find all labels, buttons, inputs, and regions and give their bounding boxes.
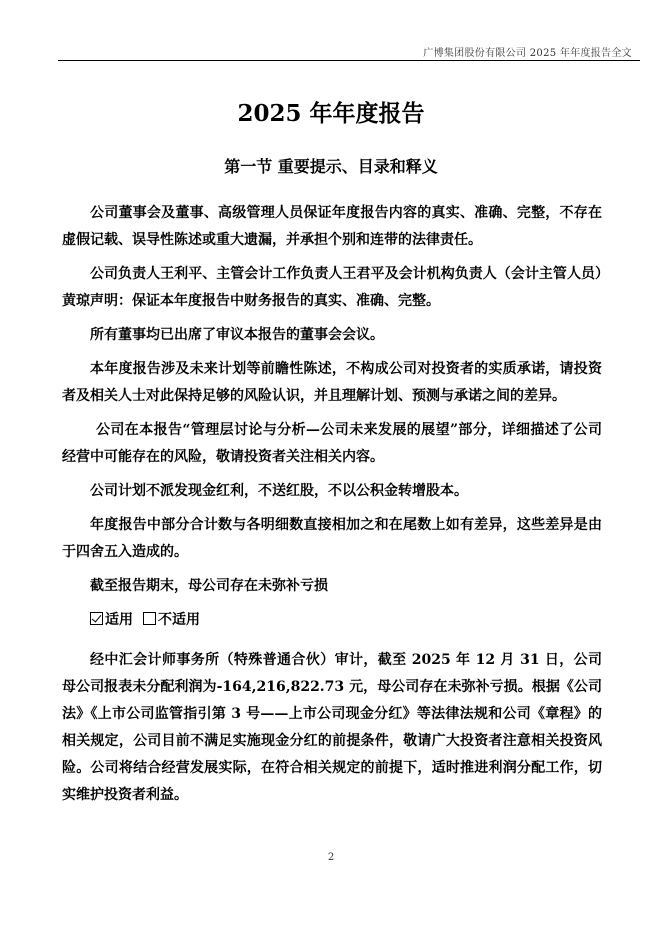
paragraph-responsible-persons: 公司负责人王利平、主管会计工作负责人王君平及会计机构负责人（会计主管人员）黄琼声明：保证本年度报告中财务报告的真实、准确、完整。 (62, 266, 602, 309)
not-applicable-checkbox-icon (143, 612, 156, 625)
running-header: 广博集团股份有限公司 2025 年年度报告全文 (423, 48, 632, 59)
document-body (62, 200, 602, 816)
report-title: 2025 年年度报告 (237, 100, 425, 127)
applicable-checkbox-checked-icon (90, 612, 103, 625)
section-title: 第一节 重要提示、目录和释义 (224, 157, 438, 176)
paragraph-board-guarantee: 公司董事会及董事、高级管理人员保证年度报告内容的真实、准确、完整，不存在虚假记载、误导性陈述或重大遗漏，并承担个别和连带的法律责任。 (62, 205, 602, 248)
page-number: 2 (327, 852, 335, 863)
applicability-options (62, 607, 602, 634)
paragraph-dividend-plan: 公司计划不派发现金红利，不送红股，不以公积金转增股本。 (90, 483, 468, 499)
applicable-label: 适用 (105, 612, 133, 628)
not-applicable-label: 不适用 (158, 612, 200, 628)
paragraph-uncovered-loss: 截至报告期末，母公司存在未弥补亏损 (90, 578, 328, 594)
paragraph-directors-attendance: 所有董事均已出席了审议本报告的董事会会议。 (90, 327, 384, 343)
paragraph-risk-notice: 公司在本报告“管理层讨论与分析—公司未来发展的展望”部分，详细描述了公司经营中可能存在的风险，敬请投资者关注相关内容。 (62, 422, 602, 465)
paragraph-rounding: 年度报告中部分合计数与各明细数直接相加之和在尾数上如有差异，这些差异是由于四舍五入造成的。 (62, 517, 602, 560)
paragraph-forward-looking: 本年度报告涉及未来计划等前瞻性陈述，不构成公司对投资者的实质承诺，请投资者及相关人士对此保持足够的风险认识，并且理解计划、预测与承诺之间的差异。 (62, 361, 602, 404)
paragraph-audit-loss-detail: 经中汇会计师事务所（特殊普通合伙）审计，截至 2025 年 12 月 31 日，公司母公司报表未分配利润为-164,216,822.73 元，母公司存在未弥补亏损。根据《公司法》《上市公司监管指引第 3 号——上市公司现金分红》等法律法规和公司《章程》的相关规定，公司目前不满足实施现金分红的前提条件，敬请广大投资者注意相关投资风险。公司将结合经营发展实际，在符合相关规定的前提下，适时推进利润分配工作，切实维护投资者利益。 (62, 652, 602, 803)
header-divider (58, 60, 640, 61)
